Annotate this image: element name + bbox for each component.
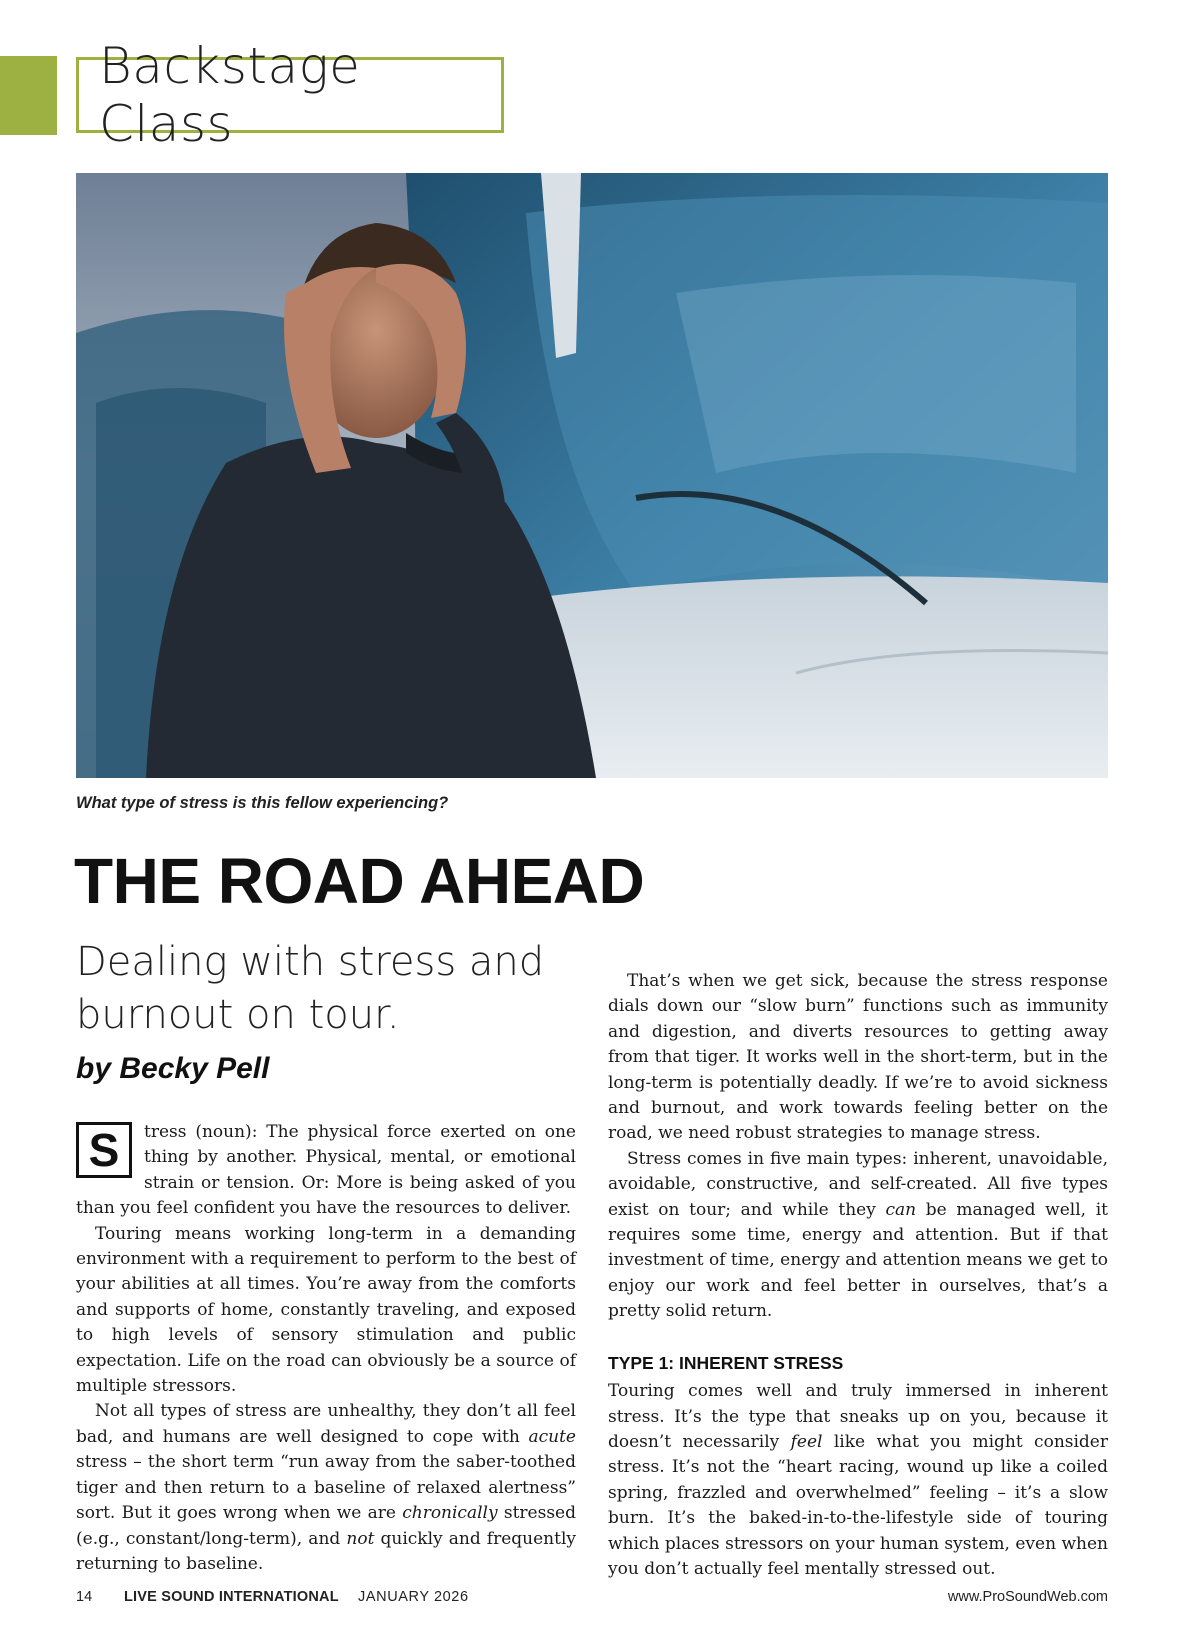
text-run: stressed (e.g., constant/long-term), and bbox=[76, 1503, 576, 1549]
article-byline: by Becky Pell bbox=[76, 1052, 270, 1085]
text-run: quickly and frequently returning to baseline. bbox=[76, 1528, 576, 1574]
article-paragraph: That’s when we get sick, because the stress response dials down our “slow burn” functions such as immunity and digestion, and diverts resources to getting away from that tiger. It works well in the short-term, but in the long-term is potentially deadly. If we’re to avoid sickness and burnout, and work towards feeling better on the road, we need robust strategies to manage stress. bbox=[608, 971, 1108, 1144]
article-paragraph bbox=[608, 1379, 1108, 1582]
text-run: be managed well, it requires some time, energy and attention. But if that investment of time, energy and attention means we get to enjoy our work and feel better in ourselves, that’s a pretty solid return. bbox=[608, 1199, 1108, 1322]
section-label bbox=[76, 37, 504, 153]
issue-date: JANUARY 2026 bbox=[358, 1589, 469, 1605]
emphasis-text: feel bbox=[790, 1431, 823, 1452]
text-run: like what you might consider stress. It’s not the “heart racing, wound up like a coiled spring, frazzled and overwhelmed” feeling – it’s a slow burn. It’s the baked-in-to-the-lifestyle side of touring which places stressors on your human system, even when you don’t actually feel mentally stressed out. bbox=[608, 1431, 1108, 1579]
article-paragraph bbox=[76, 1120, 576, 1222]
article-column-left bbox=[76, 1120, 576, 1577]
section-accent-bar bbox=[0, 56, 57, 135]
page-footer bbox=[76, 1589, 1108, 1611]
photo-stressed-man-by-buses bbox=[76, 173, 1108, 778]
emphasis-text: acute bbox=[528, 1426, 576, 1447]
emphasis-text: can bbox=[885, 1199, 917, 1220]
publication-name: LIVE SOUND INTERNATIONAL bbox=[124, 1589, 339, 1605]
text-run: Stress comes in five main types: inherent, unavoidable, avoidable, constructive, and self-created. All five types exist on tour; and while they bbox=[608, 1148, 1108, 1220]
article-photo bbox=[76, 173, 1108, 778]
text-run: Not all types of stress are unhealthy, they don’t all feel bad, and humans are well designed to cope with bbox=[76, 1401, 576, 1447]
article-paragraph: Touring means working long-term in a demanding environment with a requirement to perform to the best of your abilities at all times. You’re away from the comforts and supports of home, constantly traveling, and exposed to high levels of sensory stimulation and public expectation. Life on the road can obviously be a source of multiple stressors. bbox=[76, 1223, 576, 1397]
text-run: Touring comes well and truly immersed in inherent stress. It’s the type that sneaks up on you, because it doesn’t necessarily bbox=[608, 1381, 1108, 1452]
paragraph-text: tress (noun): The physical force exerted on one thing by another. Physical, mental, or emotional strain or tension. Or: More is being asked of you than you feel confident you have the resources to deliver. bbox=[76, 1122, 576, 1219]
article-subhead: Dealing with stress and burnout on tour. bbox=[76, 939, 545, 1038]
website-link[interactable]: www.ProSoundWeb.com bbox=[947, 1589, 1108, 1605]
article-column-right bbox=[608, 969, 1108, 1582]
text-run: stress – the short term “run away from the saber-toothed tiger and then return to a baseline of relaxed alertness” sort. But it goes wrong when we are bbox=[76, 1452, 576, 1524]
section-label-text: Backstage Class bbox=[99, 37, 361, 153]
dropcap-letter: S bbox=[76, 1122, 132, 1178]
emphasis-text: chronically bbox=[402, 1503, 498, 1524]
photo-caption: What type of stress is this fellow experiencing? bbox=[76, 794, 449, 812]
section-heading: TYPE 1: INHERENT STRESS bbox=[608, 1352, 844, 1373]
article-paragraph bbox=[76, 1399, 576, 1577]
emphasis-text: not bbox=[346, 1528, 375, 1549]
page-number: 14 bbox=[76, 1589, 93, 1605]
article-headline: THE ROAD AHEAD bbox=[74, 845, 645, 917]
article-paragraph bbox=[608, 1147, 1108, 1325]
